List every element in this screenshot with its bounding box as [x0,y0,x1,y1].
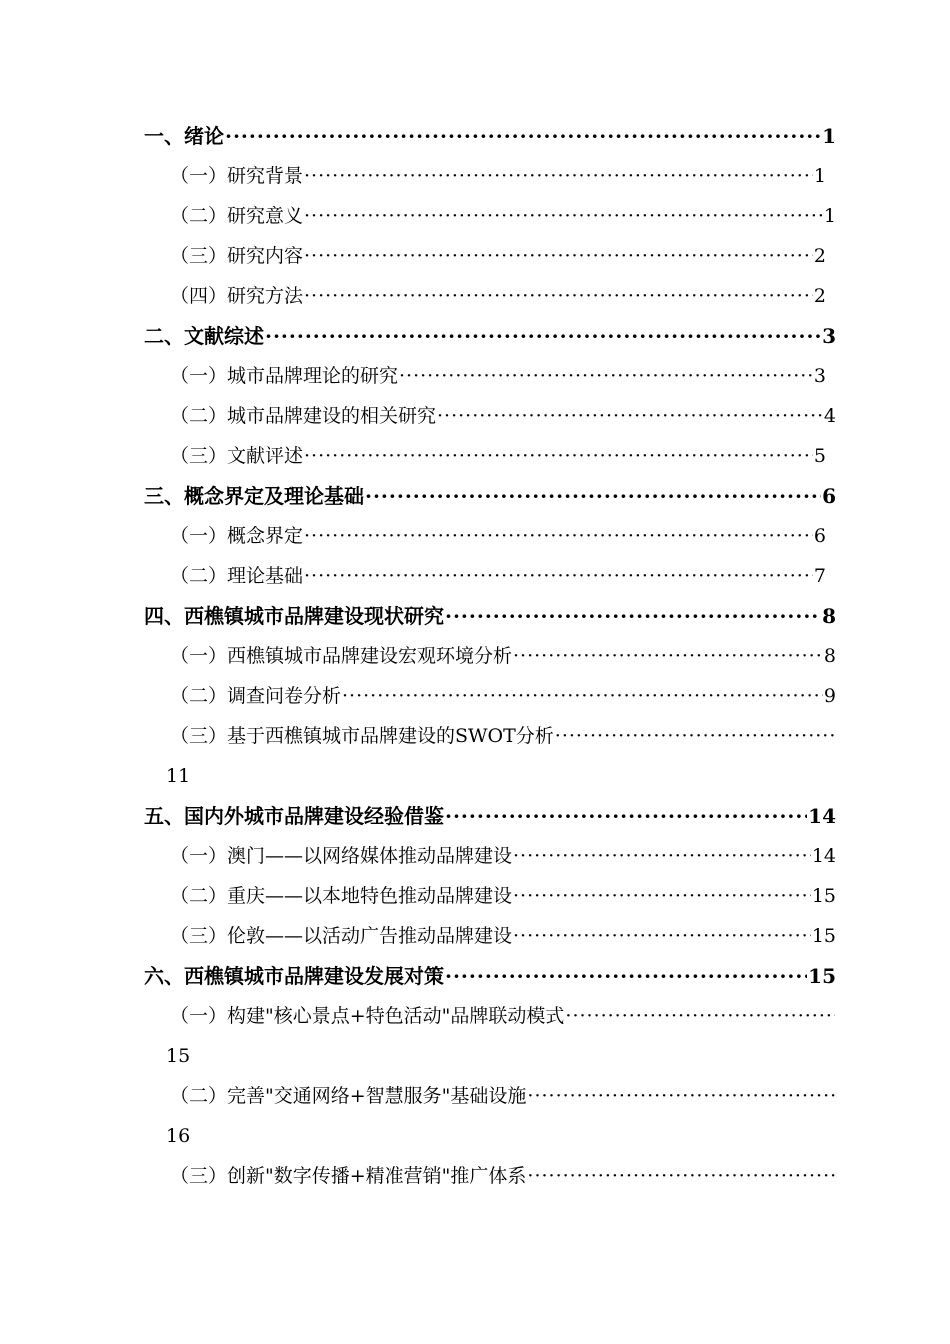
toc-entry-1-3[interactable] [170,236,826,276]
toc-entry-title: （三）基于西樵镇城市品牌建设的SWOT分析 [170,725,554,747]
toc-entry-title: （一）研究背景 [170,165,304,187]
toc-entry-chapter-3[interactable] [144,476,836,516]
toc-page-number: 7 [813,565,826,587]
toc-entry-1-2[interactable] [170,196,836,236]
toc-dot-leader [565,996,835,1036]
toc-entry-title: （二）城市品牌建设的相关研究 [170,405,437,427]
toc-entry-title: 二、文献综述 [144,324,264,348]
toc-dot-leader [265,316,821,356]
toc-page-number: 11 [166,765,191,787]
toc-page-number: 8 [823,645,836,667]
toc-page-number: 2 [813,245,826,267]
toc-entry-title: 一、绪论 [144,124,224,148]
toc-entry-chapter-1[interactable] [144,116,836,156]
toc-entry-title: （四）研究方法 [170,285,304,307]
toc-entry-title: 六、西樵镇城市品牌建设发展对策 [144,964,444,988]
toc-entry-title: （一）西樵镇城市品牌建设宏观环境分析 [170,645,513,667]
toc-page-number: 8 [822,604,836,628]
toc-page-number: 1 [813,165,826,187]
toc-dot-leader [445,956,807,996]
toc-dot-leader [513,916,811,956]
toc-dot-leader [365,476,821,516]
toc-page-number: 3 [822,324,836,348]
toc-entry-1-4[interactable] [170,276,826,316]
toc-entry-4-2[interactable] [170,676,836,716]
toc-entry-chapter-4[interactable] [144,596,836,636]
toc-dot-leader [513,836,811,876]
toc-dot-leader [304,196,823,236]
toc-entry-title: （三）伦敦——以活动广告推动品牌建设 [170,925,513,947]
toc-entry-6-2[interactable] [170,1076,836,1116]
toc-dot-leader [513,876,811,916]
toc-entry-title: （三）文献评述 [170,445,304,467]
toc-entry-title: 三、概念界定及理论基础 [144,484,364,508]
toc-dot-leader [304,156,813,196]
toc-entry-6-1[interactable] [170,996,836,1036]
toc-entry-5-3[interactable] [170,916,836,956]
toc-entry-title: （一）构建"核心景点+特色活动"品牌联动模式 [170,1005,565,1027]
toc-entry-6-3[interactable] [170,1156,836,1196]
toc-entry-2-2[interactable] [170,396,836,436]
toc-page-number: 15 [811,925,836,947]
toc-entry-title: （二）研究意义 [170,205,304,227]
toc-dot-leader [304,436,813,476]
toc-page-number: 4 [823,405,836,427]
toc-dot-leader [527,1156,835,1196]
toc-page-number: 3 [813,365,826,387]
toc-entry-title: （一）概念界定 [170,525,304,547]
toc-dot-leader [304,516,813,556]
toc-dot-leader [399,356,813,396]
toc-entry-4-1[interactable] [170,636,836,676]
toc-dot-leader [225,116,821,156]
toc-page-number: 1 [822,124,836,148]
toc-entry-title: 五、国内外城市品牌建设经验借鉴 [144,804,444,828]
toc-entry-title: 四、西樵镇城市品牌建设现状研究 [144,604,444,628]
toc-page-number: 1 [823,205,836,227]
toc-entry-chapter-2[interactable] [144,316,836,356]
toc-page-number: 15 [811,885,836,907]
toc-dot-leader [555,716,835,756]
toc-entry-title: （三）研究内容 [170,245,304,267]
toc-page-number: 16 [166,1125,191,1147]
toc-page-number: 9 [823,685,836,707]
toc-dot-leader [445,796,807,836]
toc-entry-5-1[interactable] [170,836,836,876]
toc-dot-leader [304,556,813,596]
toc-page-number: 6 [822,484,836,508]
toc-entry-title: （三）创新"数字传播+精准营销"推广体系 [170,1165,527,1187]
toc-dot-leader [527,1076,835,1116]
toc-page-number: 6 [813,525,826,547]
toc-entry-2-3[interactable] [170,436,826,476]
toc-entry-title: （二）重庆——以本地特色推动品牌建设 [170,885,513,907]
toc-entry-title: （二）完善"交通网络+智慧服务"基础设施 [170,1085,527,1107]
toc-page-number: 14 [811,845,836,867]
toc-page-number: 2 [813,285,826,307]
toc-entry-2-1[interactable] [170,356,826,396]
toc-dot-leader [513,636,823,676]
toc-dot-leader [304,236,813,276]
toc-page-number: 15 [166,1045,191,1067]
toc-entry-chapter-6[interactable] [144,956,836,996]
toc-dot-leader [304,276,813,316]
toc-entry-title: （二）调查问卷分析 [170,685,342,707]
toc-entry-title: （二）理论基础 [170,565,304,587]
toc-entry-chapter-5[interactable] [144,796,836,836]
toc-dot-leader [342,676,823,716]
toc-entry-1-1[interactable] [170,156,826,196]
toc-page-number: 5 [813,445,826,467]
toc-page-number: 15 [808,964,836,988]
toc-dot-leader [445,596,821,636]
toc-dot-leader [437,396,823,436]
toc-entry-title: （一）城市品牌理论的研究 [170,365,399,387]
toc-entry-4-3[interactable] [170,716,836,756]
toc-entry-5-2[interactable] [170,876,836,916]
toc-entry-3-2[interactable] [170,556,826,596]
toc-entry-title: （一）澳门——以网络媒体推动品牌建设 [170,845,513,867]
toc-entry-3-1[interactable] [170,516,826,556]
toc-page-number: 14 [808,804,836,828]
